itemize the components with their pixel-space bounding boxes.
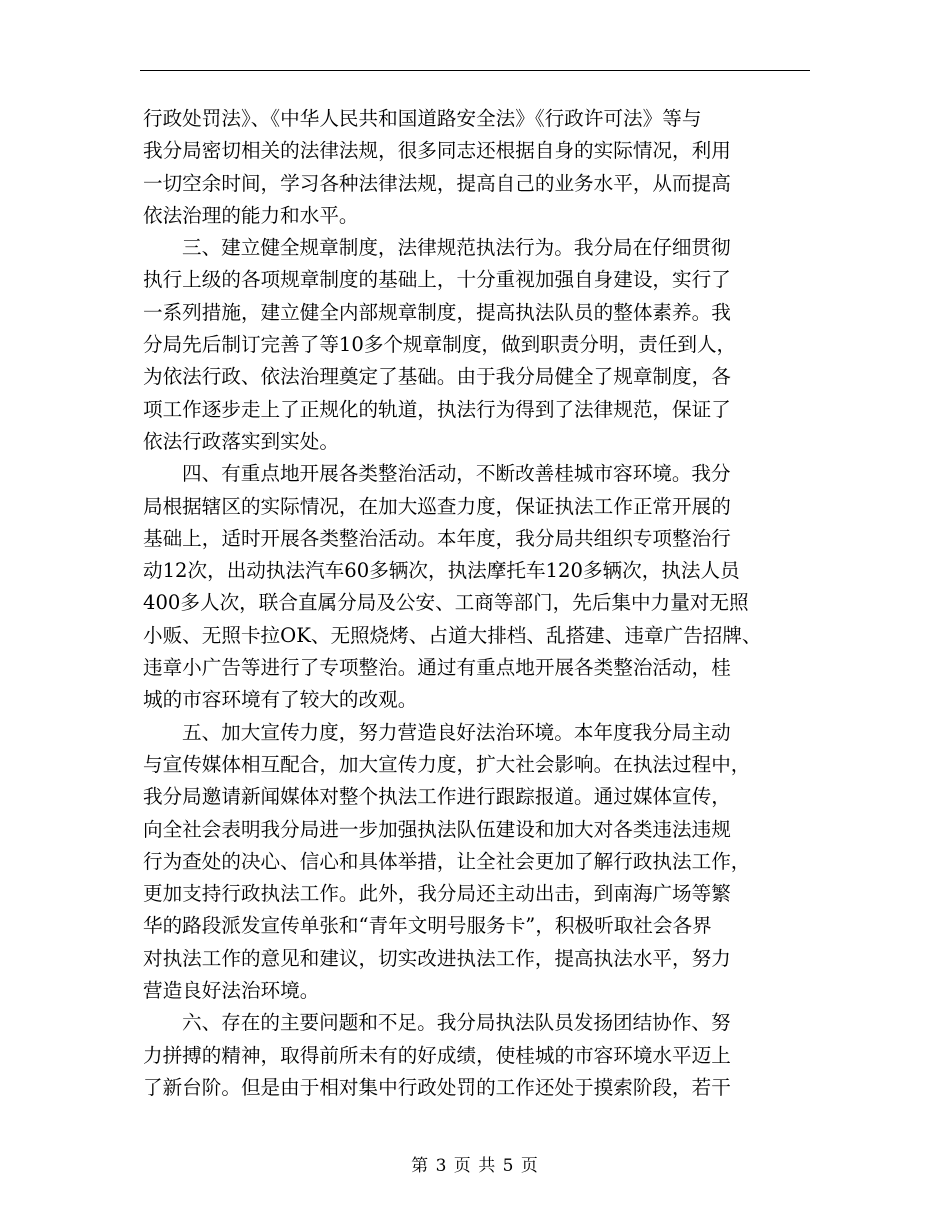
header-rule bbox=[140, 70, 810, 71]
document-body bbox=[143, 103, 809, 1104]
text-line: 项工作逐步走上了正规化的轨道，执法行为得到了法律规范，保证了 bbox=[143, 397, 731, 421]
paragraph-first-line: 三、建立健全规章制度，法律规范执法行为。我分局在仔细贯彻 bbox=[182, 236, 731, 260]
text-line: 行为查处的决心、信心和具体举措，让全社会更加了解行政执法工作， bbox=[143, 849, 751, 873]
text-line: 力拼搏的精神，取得前所未有的好成绩，使桂城的市容环境水平迈上 bbox=[143, 1043, 731, 1067]
text-line: 营造良好法治环境。 bbox=[143, 979, 320, 1003]
text-line: 了新台阶。但是由于相对集中行政处罚的工作还处于摸索阶段，若干 bbox=[143, 1075, 731, 1099]
text-line: 小贩、无照卡拉OK、无照烧烤、占道大排档、乱搭建、违章广告招牌、 bbox=[143, 623, 762, 647]
paragraph-first-line: 四、有重点地开展各类整治活动，不断改善桂城市容环境。我分 bbox=[182, 462, 731, 486]
text-line: 更加支持行政执法工作。此外，我分局还主动出击，到南海广场等繁 bbox=[143, 882, 731, 906]
text-line: 我分局邀请新闻媒体对整个执法工作进行跟踪报道。通过媒体宣传， bbox=[143, 785, 731, 809]
text-line: 一系列措施，建立健全内部规章制度，提高执法队员的整体素养。我 bbox=[143, 300, 731, 324]
text-line: 为依法行政、依法治理奠定了基础。由于我分局健全了规章制度，各 bbox=[143, 365, 731, 389]
text-line: 基础上，适时开展各类整治活动。本年度，我分局共组织专项整治行 bbox=[143, 526, 731, 550]
text-line: 分局先后制订完善了等10多个规章制度，做到职责分明，责任到人， bbox=[143, 333, 737, 357]
text-line: 一切空余时间，学习各种法律法规，提高自己的业务水平，从而提高 bbox=[143, 171, 731, 195]
paragraph-first-line: 六、存在的主要问题和不足。我分局执法队员发扬团结协作、努 bbox=[182, 1011, 731, 1035]
text-line: 依法行政落实到实处。 bbox=[143, 429, 339, 453]
text-line: 城的市容环境有了较大的改观。 bbox=[143, 688, 418, 712]
text-line: 400多人次，联合直属分局及公安、工商等部门，先后集中力量对无照 bbox=[143, 591, 749, 615]
text-line: 华的路段派发宣传单张和“青年文明号服务卡”，积极听取社会各界 bbox=[143, 914, 712, 938]
text-line: 我分局密切相关的法律法规，很多同志还根据自身的实际情况，利用 bbox=[143, 139, 731, 163]
text-line: 局根据辖区的实际情况，在加大巡查力度，保证执法工作正常开展的 bbox=[143, 494, 731, 518]
text-line: 行政处罚法》、《中华人民共和国道路安全法》《行政许可法》等与 bbox=[143, 107, 702, 130]
text-line: 与宣传媒体相互配合，加大宣传力度，扩大社会影响。在执法过程中， bbox=[143, 752, 751, 776]
text-line: 依法治理的能力和水平。 bbox=[143, 203, 359, 227]
text-line: 执行上级的各项规章制度的基础上，十分重视加强自身建设，实行了 bbox=[143, 268, 731, 292]
text-line: 动12次，出动执法汽车60多辆次，执法摩托车120多辆次，执法人员 bbox=[143, 559, 740, 583]
text-line: 违章小广告等进行了专项整治。通过有重点地开展各类整治活动，桂 bbox=[143, 656, 731, 680]
text-line: 向全社会表明我分局进一步加强执法队伍建设和加大对各类违法违规 bbox=[143, 817, 731, 841]
paragraph-first-line: 五、加大宣传力度，努力营造良好法治环境。本年度我分局主动 bbox=[182, 720, 731, 744]
text-line: 对执法工作的意见和建议，切实改进执法工作，提高执法水平，努力 bbox=[143, 946, 731, 970]
page-number: 第 3 页 共 5 页 bbox=[411, 1156, 539, 1176]
